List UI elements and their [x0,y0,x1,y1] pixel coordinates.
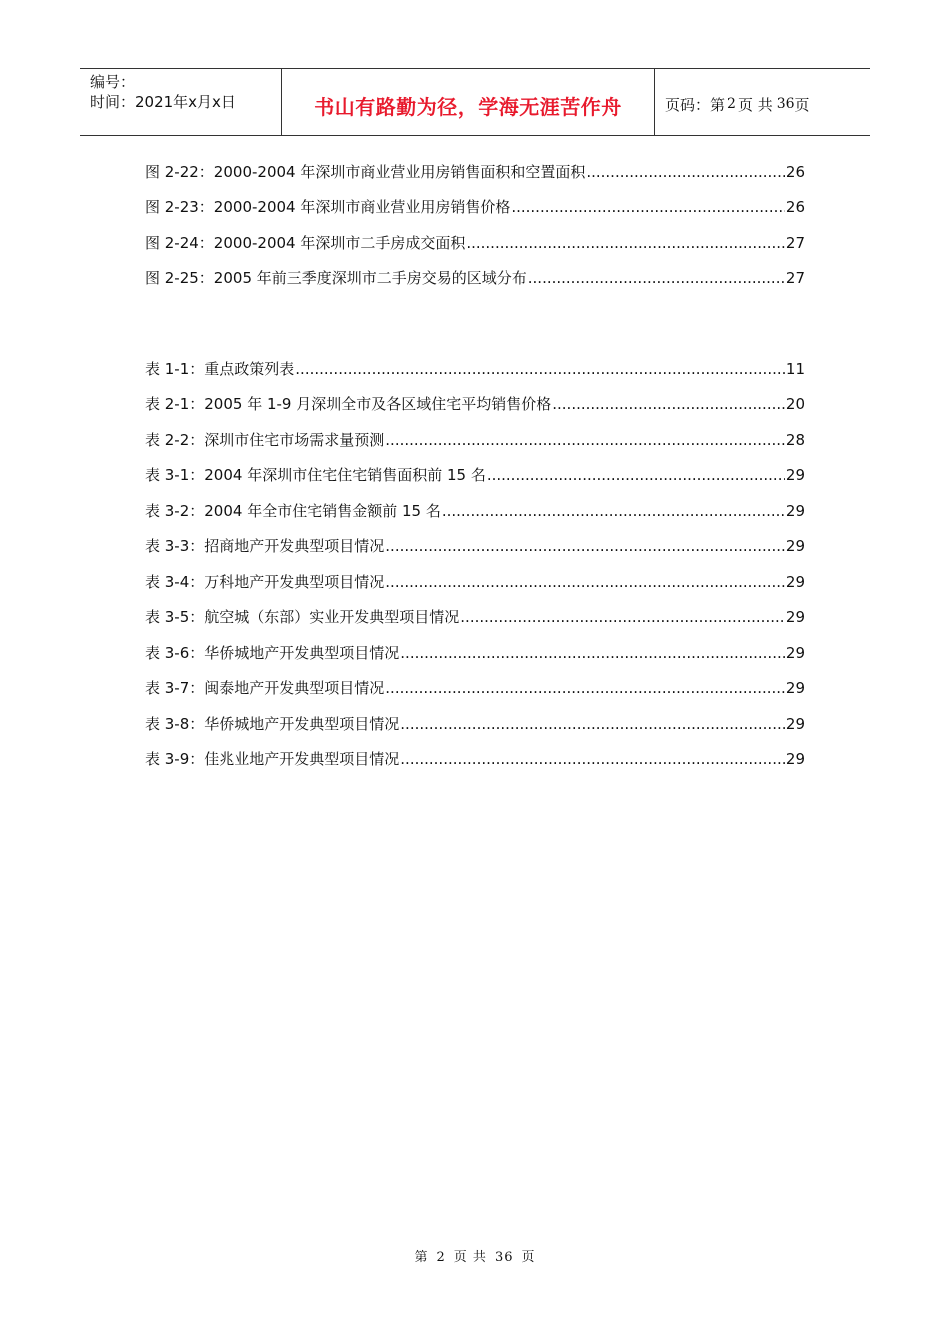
toc-entry[interactable] [145,229,805,253]
toc-entry-title: 表 3-9：佳兆业地产开发典型项目情况 [145,750,400,768]
toc-entry[interactable] [145,426,805,450]
toc-entry[interactable] [145,674,805,698]
toc-entry-title: 表 3-6：华侨城地产开发典型项目情况 [145,644,400,662]
toc-dot-leader [442,501,785,521]
toc-entry[interactable] [145,532,805,556]
header-motto: 书山有路勤为径，学海无涯苦作舟 [282,69,655,135]
toc-dot-leader [295,359,785,379]
toc-dot-leader [400,714,785,734]
toc-entry[interactable] [145,193,805,217]
toc-entry-page: 29 [785,608,805,626]
toc-dot-leader [586,162,785,182]
toc-entry-title: 表 3-4：万科地产开发典型项目情况 [145,573,385,591]
toc-entry-title: 表 3-5：航空城（东部）实业开发典型项目情况 [145,608,460,626]
footer-suffix: 页 [521,1250,536,1265]
footer-prefix: 第 [414,1250,429,1265]
toc-entry-title: 表 3-1：2004 年深圳市住宅住宅销售面积前 15 名 [145,466,486,484]
toc-entry[interactable] [145,745,805,769]
toc-entry[interactable] [145,158,805,182]
toc-dot-leader [385,430,785,450]
toc-entry-page: 29 [785,750,805,768]
toc-entry[interactable] [145,264,805,288]
toc-entry-page: 26 [785,163,805,181]
toc-entry-title: 表 3-8：华侨城地产开发典型项目情况 [145,715,400,733]
toc-dot-leader [400,643,785,663]
toc-dot-leader [528,268,785,288]
toc-entry-page: 29 [785,502,805,520]
serial-label: 编号： [90,73,136,91]
toc-dot-leader [511,197,785,217]
header-page-number: 2 [727,96,736,112]
footer-page-total: 36 [494,1250,514,1265]
toc-entry-page: 29 [785,715,805,733]
toc-entry-page: 28 [785,431,805,449]
toc-entry[interactable] [145,461,805,485]
page-header [80,68,870,136]
toc-entry-page: 26 [785,198,805,216]
toc-entry[interactable] [145,603,805,627]
page-footer [0,1246,950,1265]
header-page-label: 页码：第 [665,95,726,114]
toc-entry[interactable] [145,639,805,663]
toc-entry-title: 图 2-24：2000-2004 年深圳市二手房成交面积 [145,234,466,252]
header-page-end: 页 [794,95,810,114]
toc-entry[interactable] [145,568,805,592]
toc-entry-title: 图 2-25：2005 年前三季度深圳市二手房交易的区域分布 [145,269,527,287]
toc-entry-title: 表 2-1：2005 年 1-9 月深圳全市及各区域住宅平均销售价格 [145,395,552,413]
toc-entry-page: 29 [785,679,805,697]
toc-dot-leader [385,536,785,556]
header-info-cell [80,69,282,135]
toc-entry[interactable] [145,355,805,379]
toc-entry-title: 图 2-23：2000-2004 年深圳市商业营业用房销售价格 [145,198,511,216]
toc-entry-page: 29 [785,644,805,662]
toc-entry-title: 表 3-7：闽泰地产开发典型项目情况 [145,679,385,697]
toc-dot-leader [487,465,785,485]
toc-dot-leader [385,572,785,592]
toc-entry-page: 27 [785,269,805,287]
toc-entry-page: 27 [785,234,805,252]
toc-dot-leader [385,678,785,698]
toc-entry-page: 29 [785,466,805,484]
toc-entry-page: 29 [785,537,805,555]
toc-dot-leader [466,233,785,253]
toc-dot-leader [460,607,785,627]
toc-entry[interactable] [145,710,805,734]
toc-entry-title: 表 1-1：重点政策列表 [145,360,295,378]
header-page-total: 36 [776,96,795,112]
header-page-mid: 页 共 [737,95,773,114]
toc-entry[interactable] [145,390,805,414]
footer-page-number: 2 [436,1250,446,1265]
toc-entry-title: 表 3-3：招商地产开发典型项目情况 [145,537,385,555]
toc-entry-page: 20 [785,395,805,413]
toc-entry[interactable] [145,497,805,521]
date-label: 时间：2021年x月x日 [90,93,236,111]
toc-entry-title: 图 2-22：2000-2004 年深圳市商业营业用房销售面积和空置面积 [145,163,586,181]
toc-entry-page: 11 [785,360,805,378]
toc-entry-title: 表 3-2：2004 年全市住宅销售金额前 15 名 [145,502,441,520]
header-page-info [655,69,870,135]
toc-entry-title: 表 2-2：深圳市住宅市场需求量预测 [145,431,385,449]
toc-entry-page: 29 [785,573,805,591]
toc-dot-leader [400,749,785,769]
footer-mid: 页 共 [453,1250,487,1265]
toc-dot-leader [552,394,785,414]
